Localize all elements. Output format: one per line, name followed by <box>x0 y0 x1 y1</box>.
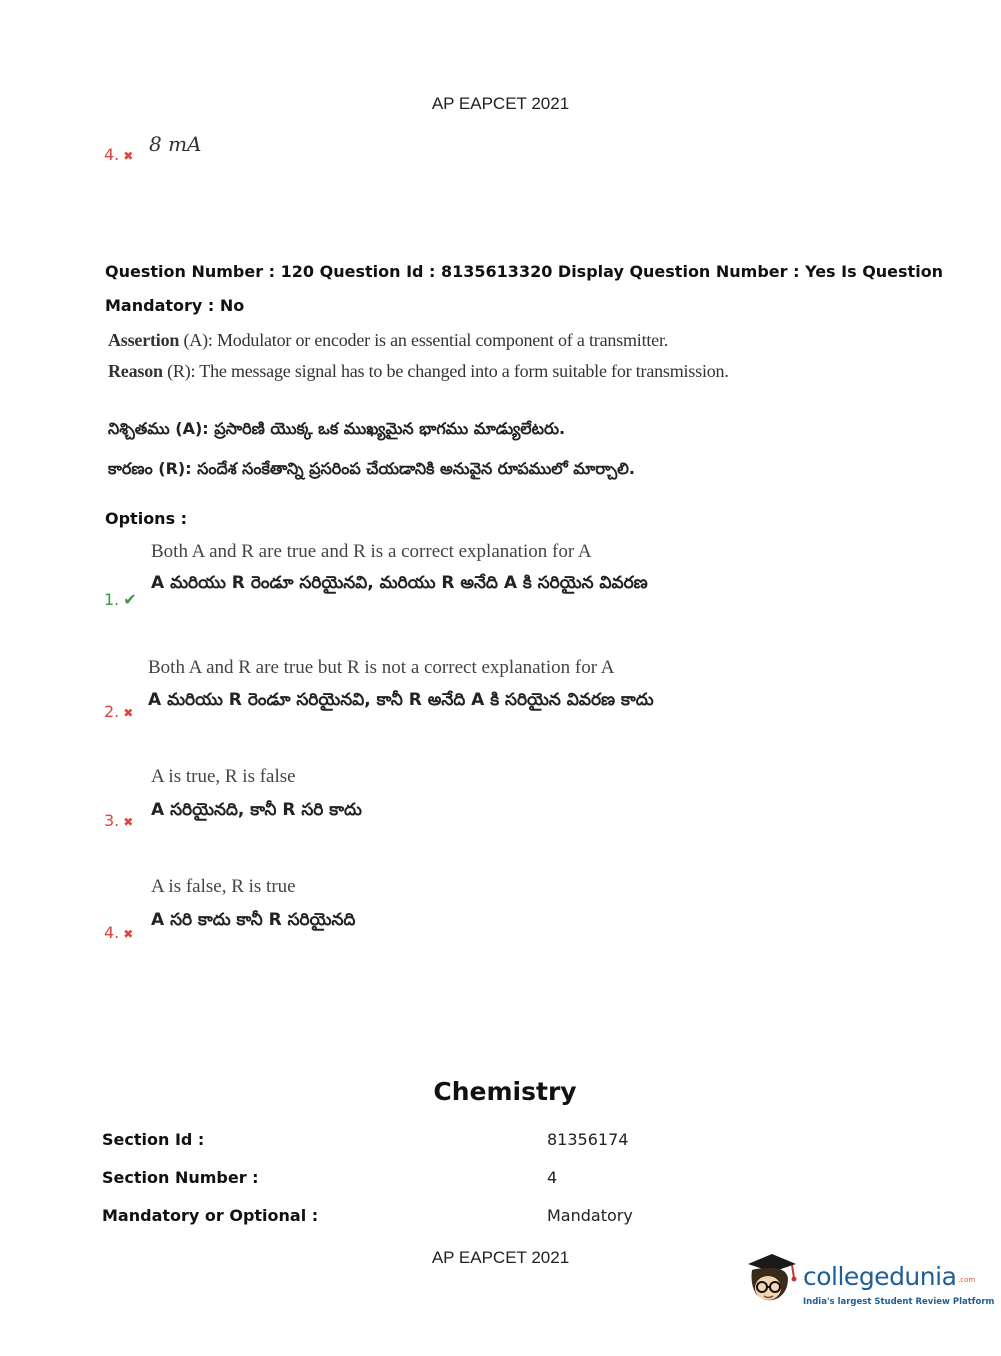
prev-option-number-text: 4. <box>104 145 120 164</box>
option-2-english: Both A and R are true but R is not a correct explanation for A <box>148 657 615 678</box>
option-3-number-text: 3. <box>104 811 120 830</box>
assertion-label: Assertion <box>108 330 180 350</box>
question-header-line2: Mandatory : No <box>105 296 245 315</box>
assertion-text: (A): Modulator or encoder is an essential component of a transmitter. <box>179 330 669 350</box>
option-1-number-text: 1. <box>104 590 120 609</box>
section-title: Chemistry <box>433 1077 577 1106</box>
mandatory-optional-label: Mandatory or Optional : <box>102 1206 319 1225</box>
cross-icon: ✖ <box>123 149 134 163</box>
reason-label: Reason <box>108 361 163 381</box>
mandatory-optional-value: Mandatory <box>547 1206 633 1225</box>
section-id-label: Section Id : <box>102 1130 205 1149</box>
cross-icon: ✖ <box>123 706 134 720</box>
option-4-english: A is false, R is true <box>151 876 296 897</box>
collegedunia-mascot-icon <box>742 1250 802 1310</box>
options-label: Options : <box>105 509 188 528</box>
option-3-english: A is true, R is false <box>151 766 296 787</box>
cross-icon: ✖ <box>123 815 134 829</box>
option-4-number <box>104 923 133 942</box>
option-1-telugu: A మరియు R రెండూ సరియైనవి, మరియు R అనేది A కి సరియైన వివరణ <box>151 573 648 593</box>
question-header-line1: Question Number : 120 Question Id : 8135613320 Display Question Number : Yes Is Question <box>105 262 944 281</box>
section-number-value: 4 <box>547 1168 558 1187</box>
cross-icon: ✖ <box>123 927 134 941</box>
option-2-number <box>104 702 133 721</box>
assertion-statement <box>108 330 668 351</box>
assertion-telugu: నిశ్చితము (A): ప్రసారిణి యొక్క ఒక ముఖ్యమైన భాగము మాడ్యులేటరు. <box>108 419 566 438</box>
reason-text: (R): The message signal has to be changed into a form suitable for transmission. <box>162 361 729 381</box>
option-4-number-text: 4. <box>104 923 120 942</box>
page-footer: AP EAPCET 2021 <box>431 1248 570 1267</box>
option-1-number <box>104 590 137 609</box>
option-2-telugu: A మరియు R రెండూ సరియైనవి, కానీ R అనేది A కి సరియైన వివరణ కాదు <box>148 690 654 710</box>
brand-name: collegedunia <box>803 1262 957 1291</box>
reason-statement <box>108 361 729 382</box>
reason-telugu: కారణం (R): సందేశ సంకేతాన్ని ప్రసరింప చేయడానికి అనువైన రూపములో మార్చాలి. <box>108 459 635 478</box>
option-3-number <box>104 811 133 830</box>
option-2-number-text: 2. <box>104 702 120 721</box>
prev-option-text: 8 mA <box>149 132 202 156</box>
section-id-value: 81356174 <box>547 1130 629 1149</box>
page-header: AP EAPCET 2021 <box>431 94 570 113</box>
prev-option-number <box>104 145 133 164</box>
section-number-label: Section Number : <box>102 1168 259 1187</box>
check-icon: ✔ <box>123 590 137 609</box>
brand-suffix: .com <box>958 1276 976 1284</box>
brand-tagline: India's largest Student Review Platform <box>803 1297 995 1307</box>
option-1-english: Both A and R are true and R is a correct explanation for A <box>151 541 592 562</box>
option-3-telugu: A సరియైనది, కానీ R సరి కాదు <box>151 800 362 820</box>
option-4-telugu: A సరి కాదు కానీ R సరియైనది <box>151 910 356 930</box>
